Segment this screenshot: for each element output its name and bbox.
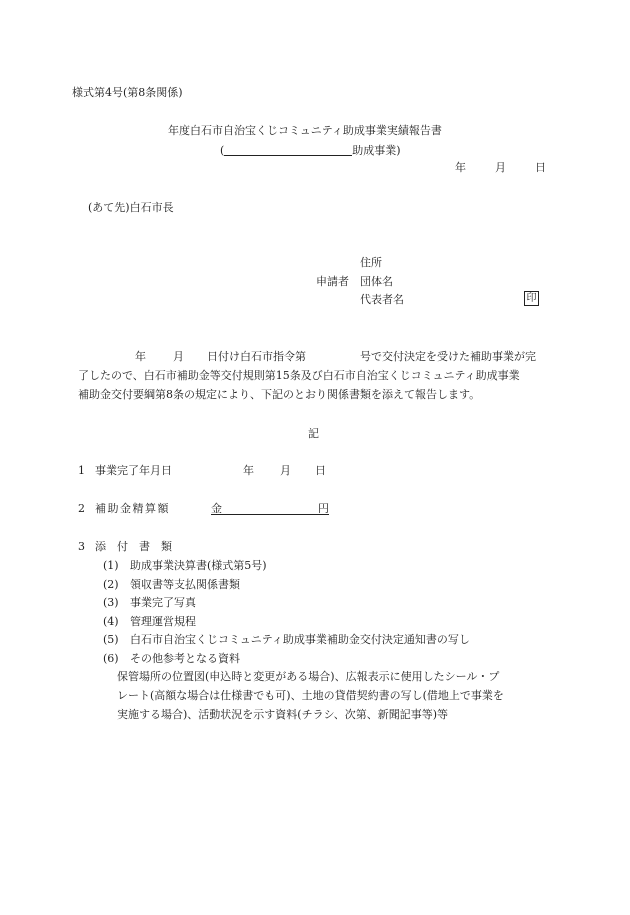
- settlement-amount-field[interactable]: [211, 503, 329, 515]
- section-3-label: 添 付 書 類: [95, 540, 172, 553]
- section-2-label: 補助金精算額: [95, 502, 170, 515]
- completion-day: 日: [315, 464, 326, 477]
- seal-icon: 印: [524, 291, 539, 306]
- attachment-6-text: その他参考となる資料: [130, 652, 240, 665]
- body-month: 月: [173, 350, 184, 363]
- attachment-3-text: 事業完了写真: [130, 596, 196, 609]
- applicant-representative-label: 代表者名: [360, 293, 404, 306]
- attachment-5-text: 白石市自治宝くじコミュニティ助成事業補助金交付決定通知書の写し: [130, 633, 470, 646]
- attachment-4-num: (4): [103, 615, 119, 628]
- yen-label: 円: [318, 502, 329, 515]
- document-subtitle: [220, 145, 401, 156]
- date-month: 月: [495, 161, 506, 174]
- ki-heading: 記: [308, 427, 319, 440]
- form-number: 様式第4号(第8条関係): [72, 86, 183, 99]
- kin-label: 金: [211, 502, 222, 515]
- attachment-1-text: 助成事業決算書(様式第5号): [130, 559, 267, 572]
- date-day: 日: [535, 161, 546, 174]
- attachment-1-num: (1): [103, 559, 119, 572]
- applicant-address-label: 住所: [360, 256, 382, 269]
- applicant-org-label: 団体名: [360, 275, 393, 288]
- section-2-number: 2: [78, 502, 85, 515]
- attachment-6-detail-line-2: レート(高額な場合は仕様書でも可)、土地の貸借契約書の写し(借地上で事業を: [117, 689, 504, 702]
- attachment-3-num: (3): [103, 596, 119, 609]
- section-1-number: 1: [78, 464, 85, 477]
- body-no-text: 号で交付決定を受けた補助事業が完: [360, 350, 536, 363]
- subtitle-open-paren: (: [220, 144, 225, 157]
- attachment-2-num: (2): [103, 578, 119, 591]
- body-line-3: 補助金交付要綱第8条の規定により、下記のとおり関係書類を添えて報告します。: [78, 388, 481, 401]
- attachment-6-detail-line-1: 保管場所の位置図(申込時と変更がある場合)、広報表示に使用したシール・プ: [117, 670, 500, 683]
- attachment-4-text: 管理運営規程: [130, 615, 196, 628]
- date-year: 年: [455, 161, 466, 174]
- attachment-2-text: 領収書等支払関係書類: [130, 578, 240, 591]
- section-3-number: 3: [78, 540, 85, 553]
- body-line-2: 了したので、白石市補助金等交付規則第15条及び白石市自治宝くじコミュニティ助成事業: [78, 369, 520, 382]
- completion-month: 月: [280, 464, 291, 477]
- attachment-6-num: (6): [103, 652, 119, 665]
- body-day-text: 日付け白石市指令第: [207, 350, 306, 363]
- section-1-label: 事業完了年月日: [95, 464, 172, 477]
- attachment-5-num: (5): [103, 633, 119, 646]
- completion-year: 年: [243, 464, 254, 477]
- subtitle-close: 助成事業): [352, 144, 401, 157]
- addressee: (あて先)白石市長: [88, 201, 174, 214]
- report-date: [455, 162, 546, 173]
- document-title: 年度白石市自治宝くじコミュニティ助成事業実績報告書: [168, 124, 442, 137]
- project-name-field[interactable]: [224, 145, 352, 156]
- attachment-6-detail-line-3: 実施する場合)、活動状況を示す資料(チラシ、次第、新聞記事等)等: [117, 708, 448, 721]
- body-year: 年: [135, 350, 146, 363]
- applicant-label: 申請者: [316, 275, 349, 288]
